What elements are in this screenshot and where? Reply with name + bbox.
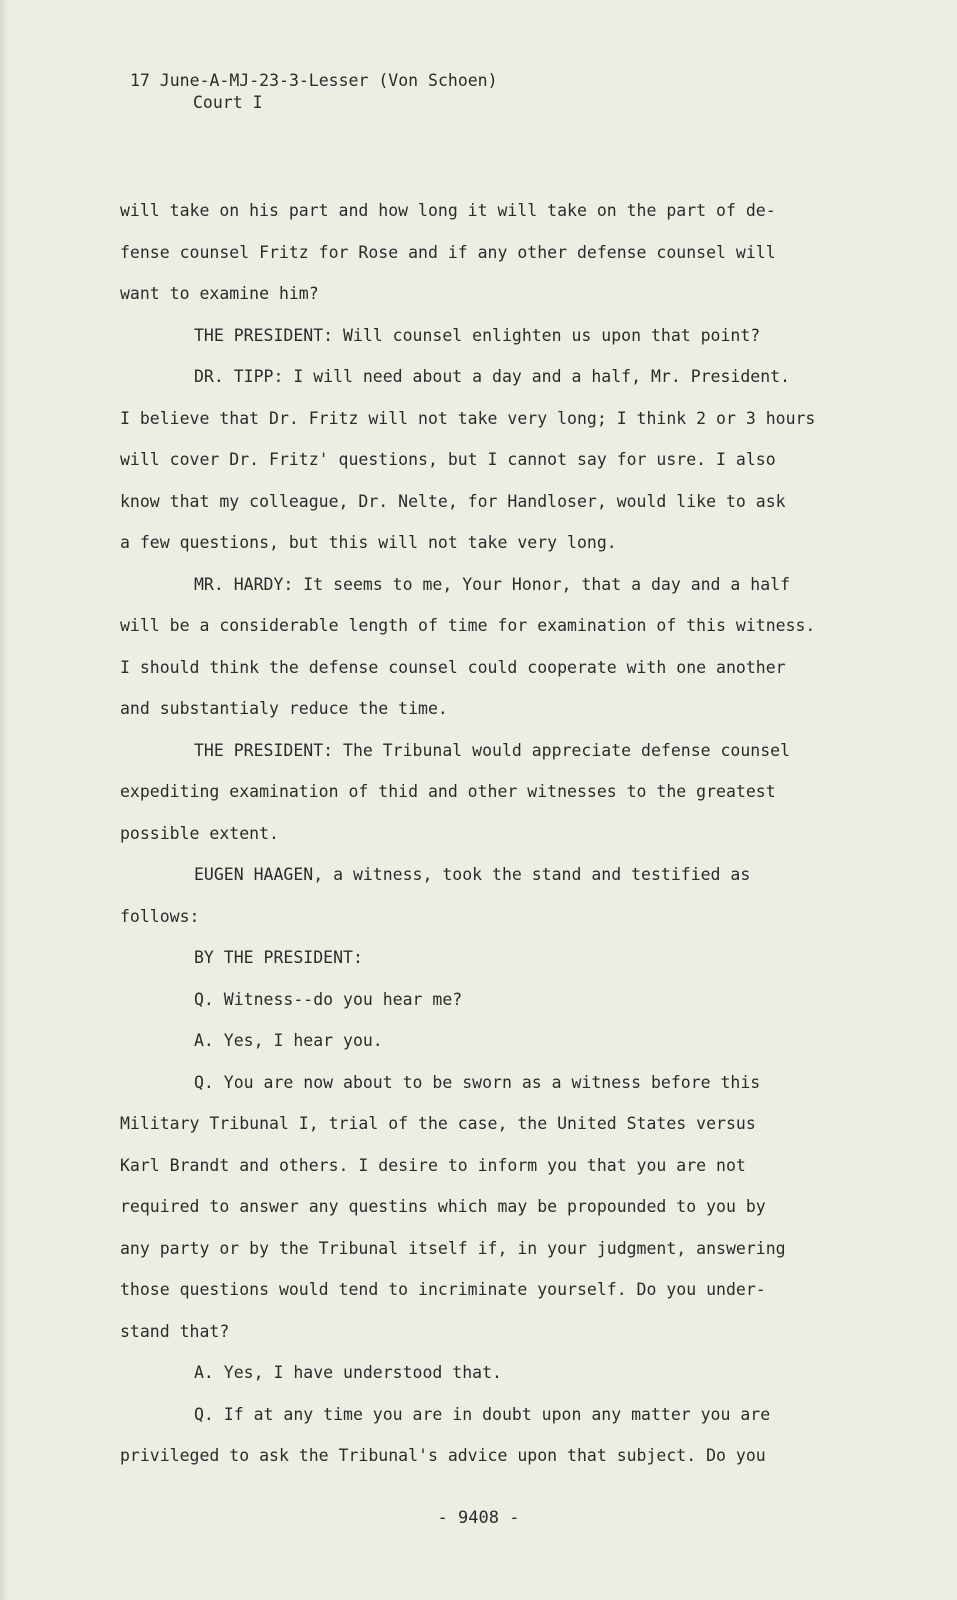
transcript-line: possible extent. bbox=[120, 823, 279, 843]
transcript-line: MR. HARDY: It seems to me, Your Honor, that a day and a half bbox=[194, 574, 791, 594]
transcript-line: follows: bbox=[120, 906, 200, 926]
transcript-line: fense counsel Fritz for Rose and if any other defense counsel will bbox=[120, 242, 776, 262]
transcript-line: Q. Witness--do you hear me? bbox=[194, 989, 463, 1009]
transcript-line: THE PRESIDENT: The Tribunal would appreciate defense counsel bbox=[194, 740, 791, 760]
transcript-line: expediting examination of thid and other witnesses to the greatest bbox=[120, 782, 776, 801]
transcript-line: know that my colleague, Dr. Nelte, for Handloser, would like to ask bbox=[120, 491, 786, 511]
transcript-line: those questions would tend to incriminate yourself. Do you under- bbox=[120, 1280, 766, 1299]
transcript-line: Q. You are now about to be sworn as a witness before this bbox=[194, 1072, 761, 1092]
transcript-line: stand that? bbox=[120, 1321, 230, 1341]
header-session-line: 17 June-A-MJ-23-3-Lesser (Von Schoen) bbox=[130, 71, 498, 90]
transcript-line: will cover Dr. Fritz' questions, but I cannot say for usre. I also bbox=[120, 450, 776, 469]
page-header bbox=[130, 70, 498, 114]
transcript-line: and substantialy reduce the time. bbox=[120, 699, 448, 718]
header-court-line: Court I bbox=[193, 93, 263, 112]
transcript-line: want to examine him? bbox=[120, 284, 319, 303]
transcript-line: will be a considerable length of time for examination of this witness. bbox=[120, 616, 816, 635]
transcript-line: BY THE PRESIDENT: bbox=[194, 948, 363, 967]
transcript-line: Q. If at any time you are in doubt upon any matter you are bbox=[194, 1404, 771, 1424]
transcript-line: EUGEN HAAGEN, a witness, took the stand and testified as bbox=[194, 865, 751, 884]
transcript-line: will take on his part and how long it will take on the part of de- bbox=[120, 201, 776, 220]
transcript-line: I should think the defense counsel could cooperate with one another bbox=[120, 657, 786, 677]
transcript-line: a few questions, but this will not take very long. bbox=[120, 533, 617, 552]
transcript-line: A. Yes, I have understood that. bbox=[194, 1363, 502, 1382]
transcript-line: Karl Brandt and others. I desire to inform you that you are not bbox=[120, 1155, 746, 1175]
transcript-line: A. Yes, I hear you. bbox=[194, 1031, 383, 1050]
transcript-line: required to answer any questins which may be propounded to you by bbox=[120, 1197, 766, 1216]
page-number: - 9408 - bbox=[437, 1508, 520, 1528]
transcript-line: any party or by the Tribunal itself if, in your judgment, answering bbox=[120, 1238, 786, 1258]
transcript-line: Military Tribunal I, trial of the case, the United States versus bbox=[120, 1114, 756, 1133]
transcript-line: DR. TIPP: I will need about a day and a half, Mr. President. bbox=[194, 367, 791, 386]
transcript-line: privileged to ask the Tribunal's advice upon that subject. Do you bbox=[120, 1446, 766, 1465]
transcript-body bbox=[120, 190, 840, 1477]
transcript-line: I believe that Dr. Fritz will not take very long; I think 2 or 3 hours bbox=[120, 408, 816, 428]
transcript-line: THE PRESIDENT: Will counsel enlighten us upon that point? bbox=[194, 325, 761, 345]
